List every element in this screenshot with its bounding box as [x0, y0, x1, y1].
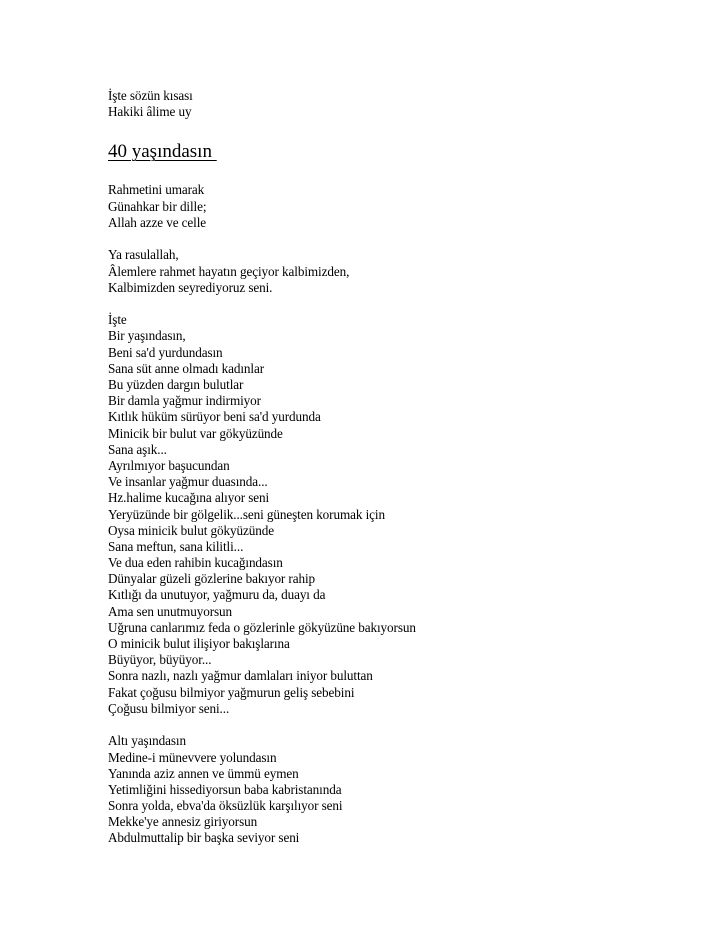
poem-line: Ve dua eden rahibin kucağındasın: [108, 555, 283, 571]
poem-line: Kıtlık hüküm sürüyor beni sa'd yurdunda: [108, 409, 321, 425]
poem: [108, 182, 668, 846]
poem-line: Kalbimizden seyrediyoruz seni.: [108, 279, 273, 295]
poem-line: Sana aşık...: [108, 441, 167, 457]
poem-line: Hz.halime kucağına alıyor seni: [108, 490, 270, 506]
poem-line: Büyüyor, büyüyor...: [108, 652, 212, 668]
poem-line: Allah azze ve celle: [108, 214, 207, 230]
poem-line: Yetimliğini hissediyorsun baba kabristanında: [108, 781, 342, 797]
poem-line: Sonra nazlı, nazlı yağmur damlaları iniyor buluttan: [108, 668, 373, 684]
poem-line: Rahmetini umarak: [108, 182, 205, 198]
section-heading: 40 yaşındasın: [108, 141, 217, 163]
poem-line: Ve insanlar yağmur duasında...: [108, 474, 268, 490]
poem-line: O minicik bulut ilişiyor bakışlarına: [108, 636, 290, 652]
poem-line: Sana meftun, sana kilitli...: [108, 538, 244, 554]
intro-block: [108, 88, 668, 120]
poem-line: Dünyalar güzeli gözlerine bakıyor rahip: [108, 571, 316, 587]
poem-line: Kıtlığı da unutuyor, yağmuru da, duayı da: [108, 587, 326, 603]
document-body: [108, 88, 668, 847]
poem-line: Ama sen unutmuyorsun: [108, 603, 233, 619]
poem-line: Fakat çoğusu bilmiyor yağmurun geliş sebebini: [108, 684, 355, 700]
poem-line: Âlemlere rahmet hayatın geçiyor kalbimizden,: [108, 263, 350, 279]
poem-line: Minicik bir bulut var gökyüzünde: [108, 425, 283, 441]
intro-line: İşte sözün kısası: [108, 88, 193, 103]
poem-line: Günahkar bir dille;: [108, 198, 207, 214]
poem-line: Ayrılmıyor başucundan: [108, 457, 230, 473]
poem-line: Yeryüzünde bir gölgelik...seni güneşten korumak için: [108, 506, 385, 522]
poem-line: Sana süt anne olmadı kadınlar: [108, 360, 265, 376]
poem-line: Ya rasulallah,: [108, 247, 179, 263]
poem-line: Altı yaşındasın: [108, 733, 186, 749]
poem-line: Sonra yolda, ebva'da öksüzlük karşılıyor seni: [108, 798, 343, 814]
poem-line: Bir yaşındasın,: [108, 328, 186, 344]
poem-line: Beni sa'd yurdundasın: [108, 344, 223, 360]
poem-line: Çoğusu bilmiyor seni...: [108, 700, 230, 716]
poem-line: Yanında aziz annen ve ümmü eymen: [108, 765, 299, 781]
poem-line: Mekke'ye annesiz giriyorsun: [108, 814, 258, 830]
stanza: [108, 247, 668, 296]
poem-line: Medine-i münevvere yolundasın: [108, 749, 277, 765]
poem-line: Uğruna canlarımız feda o gözlerinle gökyüzüne bakıyorsun: [108, 619, 416, 635]
spacer: [108, 120, 668, 140]
stanza: [108, 312, 668, 717]
stanza: [108, 182, 668, 231]
intro-line: Hakiki âlime uy: [108, 104, 192, 120]
poem-line: Oysa minicik bulut gökyüzünde: [108, 522, 274, 538]
stanza: [108, 733, 668, 846]
poem-line: Bu yüzden dargın bulutlar: [108, 377, 244, 393]
poem-line: İşte: [108, 312, 127, 328]
poem-line: Abdulmuttalip bir başka seviyor seni: [108, 830, 300, 846]
poem-line: Bir damla yağmur indirmiyor: [108, 393, 261, 409]
